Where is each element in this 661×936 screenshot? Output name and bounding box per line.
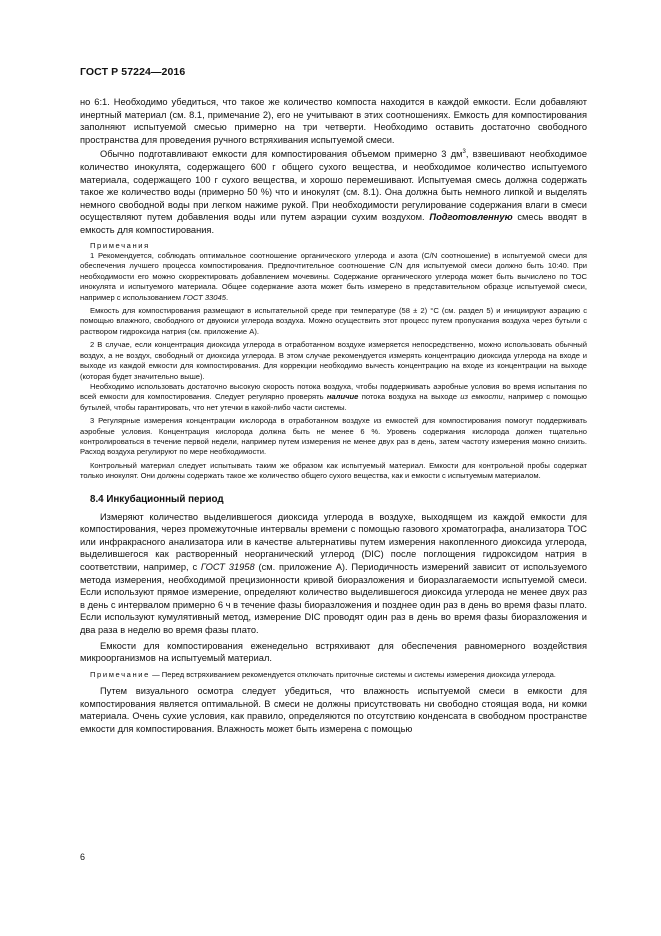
paragraph-preparation: Обычно подготавливают емкости для компостирования объемом примерно 3 $дм^3$, взвешивают необходимое количество инокулята, содержащего 600 г общего сухого вещества, и необходимое количество испытуемого материала, содержащего 100 г сухого вещества, и хорошо перемешивают. Испытуемая смесь должна содержать такое же количество воды (примерно 50 %) что и инокулят (см. 8.1). Она должна быть немного липкой и выделять немного свободной воды при легком нажиме рукой. При необходимости регулирование содержания влаги в смеси осуществляют путем добавления воды или путем аэрации сухим воздухом. Подготовленную смесь вводят в емкость для компостирования. xyxy=(80,149,587,236)
notes-heading: Примечания xyxy=(90,240,150,250)
note-1: 1 Рекомендуется, соблюдать оптимальное соотношение органического углерода и азота (C/N соотношение) в испытуемой смеси для обеспечения лучшего процесса компостирования. Предпочтительное соотношение C/N для испытуемой смеси должно быть 10:40. При необходимости его можно скорректировать добавлением мочевины. Содержание органического углерода может быть вычислено по ТОС инокулята и испытуемого материала. Общее содержание азота может быть измерено в представительном образце испытуемой смеси, например с использованием ГОСТ 33045. xyxy=(80,251,587,302)
section-heading: 8.4 Инкубационный период xyxy=(90,493,224,505)
paragraph-visual-check: Путем визуального осмотра следует убедиться, что влажность испытуемой смеси в емкости для компостирования является оптимальной. В смеси не должны присутствовать ни свободно стоящая вода, ни комки материала. Очень сухие условия, как правило, определяются по отсутствию конденсата в свободном пространстве емкости для компостирования. Влажность может быть измерена с помощью xyxy=(80,686,587,734)
note-control-material: Контрольный материал следует испытывать таким же образом как испытуемый материал. Емкости для контрольной пробы содержат только инокулят. Они должны содержать такое же количество общего сухого вещества, как и емкости с испытуемым материалом. xyxy=(80,460,587,481)
note-1-continued: Емкость для компостирования размещают в испытательной среде при температуре (58 ± 2) °С (см. раздел 5) и инициируют аэрацию с помощью влажного, свободного от двуокиси углерода воздуха. Можно осуществить этот процесс путем пропускания воздуха через бутыли с раствором гидроксида натрия (см. приложение А). xyxy=(80,306,587,336)
page-number: 6 xyxy=(80,852,86,862)
note-shaking: Примечание — Перед встряхиванием рекомендуется отключать приточные системы и системы измерения диоксида углерода. xyxy=(90,669,556,679)
paragraph-measurement: Измеряют количество выделившегося диоксида углерода в воздухе, выходящем из каждой емкости для компостирования, через промежуточные интервалы времени с помощью газового хроматографа, анализатора TOC или инфракрасного анализатора или в качестве альтернативы путем измерения накопленного диоксида углерода, выделившегося как растворенный неорганический углерод (DIC) после поглощения гидроксидом натрия в соответствии, например, с ГОСТ 31958 (см. приложение А). Периодичность измерений зависит от используемого метода измерения, необходимой прецизионности кривой биоразложения и биоразлагаемости испытуемой смеси. Если используют прямое измерение, определяют количество выделившегося диоксида углерода не менее двух раз в день с интервалом примерно 6 ч в течение фазы биоразложения и позднее один раз в день во время фазы плато. Если используют кумулятивный метод, измерение DIC проводят один раз в день во время фазы биоразложения и два раза в неделю во время фазы плато. xyxy=(80,511,588,635)
paragraph-shaking: Емкости для компостирования еженедельно встряхивают для обеспечения равномерного воздействия микроорганизмов на испытуемый материал. xyxy=(80,640,587,664)
note-2: 2 В случае, если концентрация диоксида углерода в отработанном воздухе измеряется непосредственно, можно использовать обычный воздух, а не воздух, свободный от диоксида углерода. В этом случае рекомендуется измерять концентрацию диоксида углерода на входе и выходе из каждой емкости для компостирования. Для коррекции необходимо вычесть концентрацию на входе из концентрации на выходе (которая будет значительно выше). xyxy=(80,340,587,381)
paragraph-continuation: но 6:1. Необходимо убедиться, что такое же количество компоста находится в каждой емкости. Если добавляют инертный материал (см. 8.1, примечание 2), его не учитывают в этих соотношениях. Емкость для компостирования заполняют испытуемой смесью примерно на три четверти. Необходимо оставить достаточно свободного пространства для проведения ручного встряхивания испытуемой смеси. xyxy=(80,97,587,145)
page-body xyxy=(80,66,587,735)
note-3: 3 Регулярные измерения концентрации кислорода в отработанном воздухе из емкостей для компостирования помогут поддерживать аэробные условия. Концентрация кислорода должна быть не менее 6 %. Уровень содержания кислорода должен тщательно контролироваться в течение первой недели, например путем измерения не менее двух раз в день, затем частоту измерения можно снизить. Расход воздуха регулируют по мере необходимости. xyxy=(80,416,587,457)
document-header: ГОСТ Р 57224—2016 xyxy=(80,66,186,78)
note-2-continued: Необходимо использовать достаточно высокую скорость потока воздуха, чтобы поддерживать аэробные условия во время испытания по всей емкости для компостирования. Следует регулярно проверять наличие потока воздуха на выходе из емкости, например с помощью бутылей, чтобы гарантировать, что нет утечки в какой-либо части системы. xyxy=(80,381,587,412)
